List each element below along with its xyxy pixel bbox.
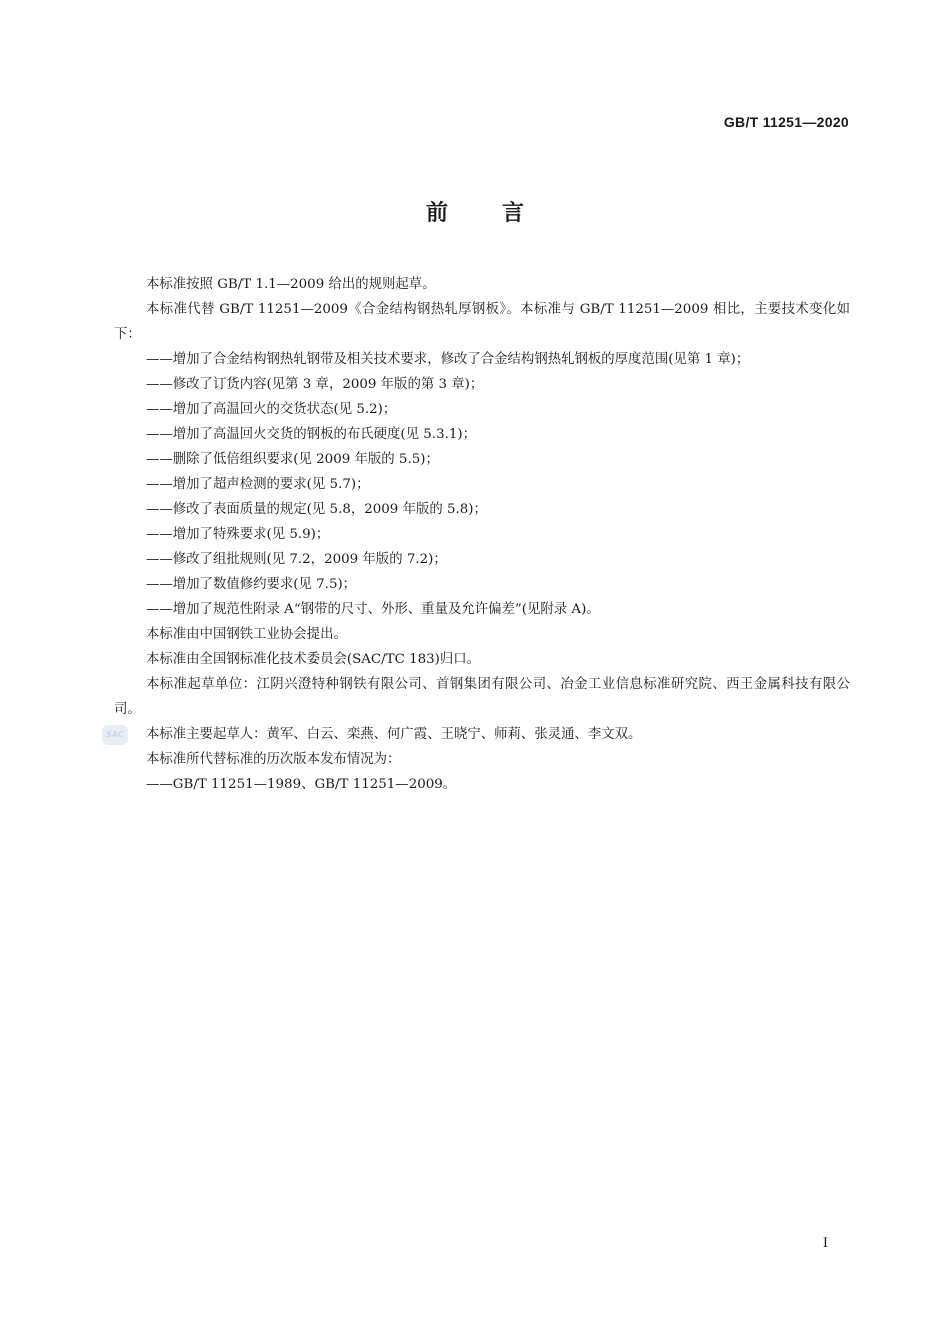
change-item: ——增加了规范性附录 A“钢带的尺寸、外形、重量及允许偏差”(见附录 A)。 <box>146 602 600 617</box>
sac-watermark-logo: SAC <box>102 725 128 745</box>
standard-code: GB/T 11251—2020 <box>723 114 849 130</box>
change-item: ——修改了表面质量的规定(见 5.8，2009 年版的 5.8)； <box>146 502 487 517</box>
page-title: 前言 <box>425 201 578 226</box>
change-item: ——删除了低倍组织要求(见 2009 年版的 5.5)； <box>146 452 439 467</box>
change-item: ——增加了合金结构钢热轧钢带及相关技术要求，修改了合金结构钢热轧钢板的厚度范围(见第 1 章)； <box>146 352 750 367</box>
change-item: ——修改了订货内容(见第 3 章，2009 年版的第 3 章)； <box>146 377 484 392</box>
paragraph-committee: 本标准由全国钢标准化技术委员会(SAC/TC 183)归口。 <box>146 652 481 667</box>
change-item: ——增加了超声检测的要求(见 5.7)； <box>146 477 370 492</box>
foreword-body <box>114 272 850 797</box>
change-item: ——修改了组批规则(见 7.2，2009 年版的 7.2)； <box>146 552 447 567</box>
page-number: I <box>822 1236 828 1251</box>
change-item: ——增加了高温回火的交货状态(见 5.2)； <box>146 402 397 417</box>
change-item: ——增加了高温回火交货的钢板的布氏硬度(见 5.3.1)； <box>146 427 476 442</box>
history-item: ——GB/T 11251—1989、GB/T 11251—2009。 <box>146 777 457 792</box>
paragraph-replacement: 本标准代替 GB/T 11251—2009《合金结构钢热轧厚钢板》。本标准与 GB/T 11251—2009 相比，主要技术变化如下： <box>114 302 850 342</box>
paragraph-history-intro: 本标准所代替标准的历次版本发布情况为： <box>146 752 401 767</box>
paragraph-proposer: 本标准由中国钢铁工业协会提出。 <box>146 627 347 642</box>
paragraph-drafting-rule: 本标准按照 GB/T 1.1—2009 给出的规则起草。 <box>146 277 436 292</box>
paragraph-drafters: 本标准主要起草人：黄军、白云、栾燕、何广霞、王晓宁、师莉、张灵通、李文双。 <box>146 727 642 742</box>
change-item: ——增加了数值修约要求(见 7.5)； <box>146 577 357 592</box>
paragraph-drafting-units: 本标准起草单位：江阴兴澄特种钢铁有限公司、首钢集团有限公司、冶金工业信息标准研究院、西王金属科技有限公司。 <box>114 677 850 717</box>
change-item: ——增加了特殊要求(见 5.9)； <box>146 527 330 542</box>
